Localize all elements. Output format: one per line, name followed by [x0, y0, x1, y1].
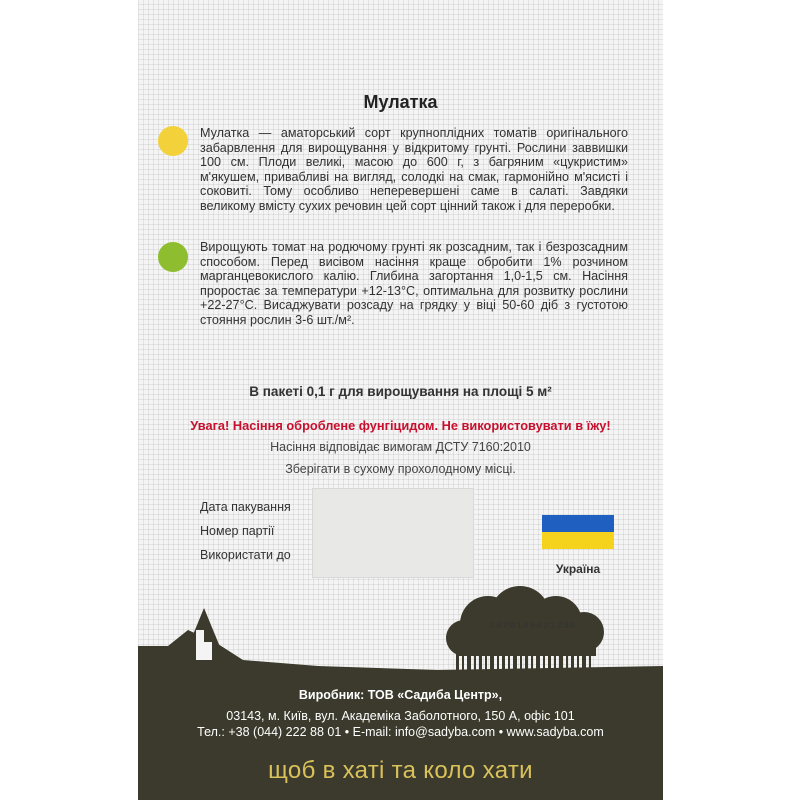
batch-number-label: Номер партії [200, 524, 275, 538]
description-paragraph-2: Вирощують томат на родючому грунті як розсадним, так і безрозсадним способом. Перед висівом насіння краще обробити 1% розчином марганцевокислого калію. Глибина загортання 1,0-1,5 см. Насіння проростає за температури +12-13°С, оптимальна для розвитку рослини +22-27°С. Висаджувати розсаду на грядку у віці 50-60 діб з густотою стояння рослин 3-6 шт./м². [200, 240, 628, 327]
product-title: Мулатка [363, 92, 438, 112]
manufacturer-name: Виробник: ТОВ «Садиба Центр», [298, 688, 503, 702]
brand-slogan: щоб в хаті та коло хати [268, 757, 533, 784]
description-paragraph-1: Мулатка — аматорський сорт крупноплідних томатів оригінального забарвлення для вирощування у відкритому грунті. Рослини заввишки 100 см. Плоди великі, масою до 600 г, з багряним «цукристим» м'якушем, привабливі на вигляд, солодкі на смак, гармонійно м'ясисті і соковиті. Тому особливо неперевершені саме в салаті. Завдяки великому вмісту сухих речовин цей сорт цінний також і для переробки. [200, 126, 628, 213]
country-of-origin: Україна [555, 562, 601, 576]
date-stamp-box [312, 488, 474, 578]
barcode-number: 4820189021230 [489, 620, 577, 631]
fungicide-warning: Увага! Насіння оброблене фунгіцидом. Не використовувати в їжу! [190, 418, 611, 433]
green-bullet-icon [158, 242, 188, 272]
manufacturer-address: 03143, м. Київ, вул. Академіка Заболотного, 150 А, офіс 101 [226, 709, 575, 723]
manufacturer-contacts: Тел.: +38 (044) 222 88 01 • E-mail: info@sadyba.com • www.sadyba.com [197, 725, 604, 739]
storage-instruction: Зберігати в сухому прохолодному місці. [285, 462, 516, 476]
ukraine-flag-icon [542, 515, 614, 549]
package-content-line: В пакеті 0,1 г для вирощування на площі 5 м² [249, 384, 552, 399]
yellow-bullet-icon [158, 126, 188, 156]
use-by-label: Використати до [200, 548, 291, 562]
standard-compliance: Насіння відповідає вимогам ДСТУ 7160:2010 [270, 440, 531, 454]
packing-date-label: Дата пакування [200, 500, 291, 514]
house-icon [176, 608, 232, 722]
seed-packet-back [138, 0, 663, 800]
